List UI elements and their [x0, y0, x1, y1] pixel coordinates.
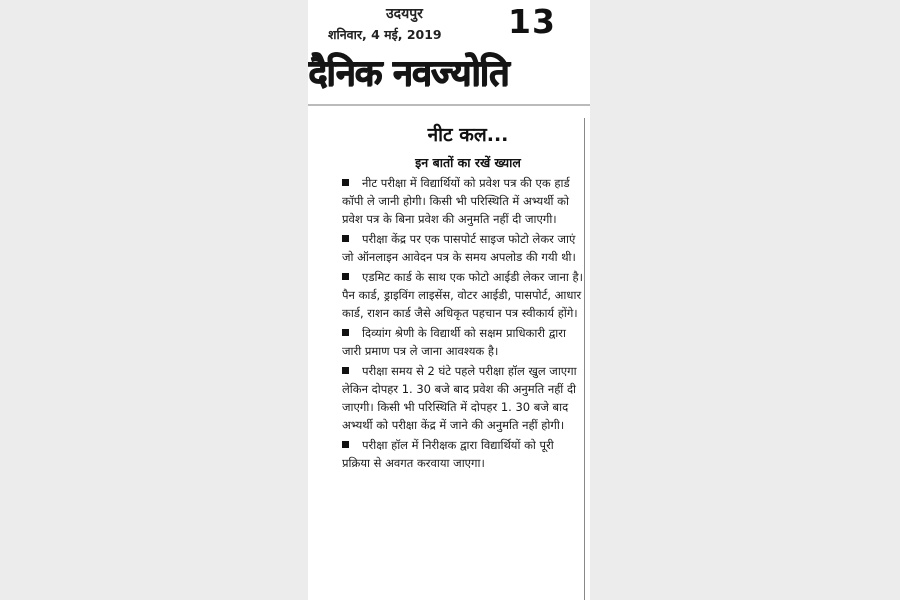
newspaper-clipping: [308, 0, 590, 600]
square-bullet-icon: [342, 273, 349, 280]
square-bullet-icon: [342, 235, 349, 242]
masthead: [308, 0, 590, 102]
masthead-divider: [308, 104, 590, 106]
page-number: 13: [508, 2, 556, 41]
square-bullet-icon: [342, 179, 349, 186]
article: [322, 120, 584, 474]
masthead-date: शनिवार, 4 मई, 2019: [328, 27, 442, 42]
article-point: [322, 268, 584, 322]
article-point-text: दिव्यांग श्रेणी के विद्यार्थी को सक्षम प्राधिकारी द्वारा जारी प्रमाण पत्र ले जाना आवश्यक है।: [342, 326, 566, 358]
article-point-text: एडमिट कार्ड के साथ एक फोटो आईडी लेकर जाना है। पैन कार्ड, ड्राइविंग लाइसेंस, वोटर आईडी, पासपोर्ट, आधार कार्ड, राशन कार्ड जैसे अधिकृत पहचान पत्र स्वीकार्य होंगे।: [342, 270, 583, 320]
article-headline: नीट कल...: [427, 124, 509, 146]
masthead-city: उदयपुर: [386, 6, 423, 22]
article-point-text: परीक्षा समय से 2 घंटे पहले परीक्षा हॉल खुल जाएगा लेकिन दोपहर 1. 30 बजे बाद प्रवेश की अनुमति नहीं दी जाएगी। किसी भी परिस्थिति में दोपहर 1. 30 बजे बाद अभ्यर्थी को परीक्षा केंद्र में जाने की अनुमति नहीं होगी।: [342, 364, 577, 432]
article-subhead: इन बातों का रखें ख्याल: [415, 155, 521, 170]
article-point: [322, 174, 584, 228]
square-bullet-icon: [342, 441, 349, 448]
article-point: [322, 324, 584, 360]
article-point: [322, 436, 584, 472]
article-point-text: परीक्षा केंद्र पर एक पासपोर्ट साइज फोटो लेकर जाएं जो ऑनलाइन आवेदन पत्र के समय अपलोड की गयी थी।: [342, 232, 576, 264]
article-points: [322, 174, 584, 472]
square-bullet-icon: [342, 329, 349, 336]
column-divider: [584, 118, 585, 600]
article-point: [322, 230, 584, 266]
article-point-text: परीक्षा हॉल में निरीक्षक द्वारा विद्यार्थियों को पूरी प्रक्रिया से अवगत करवाया जाएगा।: [342, 438, 554, 470]
newspaper-name: दैनिक नवज्योति: [308, 53, 509, 94]
article-point-text: नीट परीक्षा में विद्यार्थियों को प्रवेश पत्र की एक हार्ड कॉपी ले जानी होगी। किसी भी परिस्थिति में अभ्यर्थी को प्रवेश पत्र के बिना प्रवेश की अनुमति नहीं दी जाएगी।: [342, 176, 570, 226]
article-point: [322, 362, 584, 434]
square-bullet-icon: [342, 367, 349, 374]
